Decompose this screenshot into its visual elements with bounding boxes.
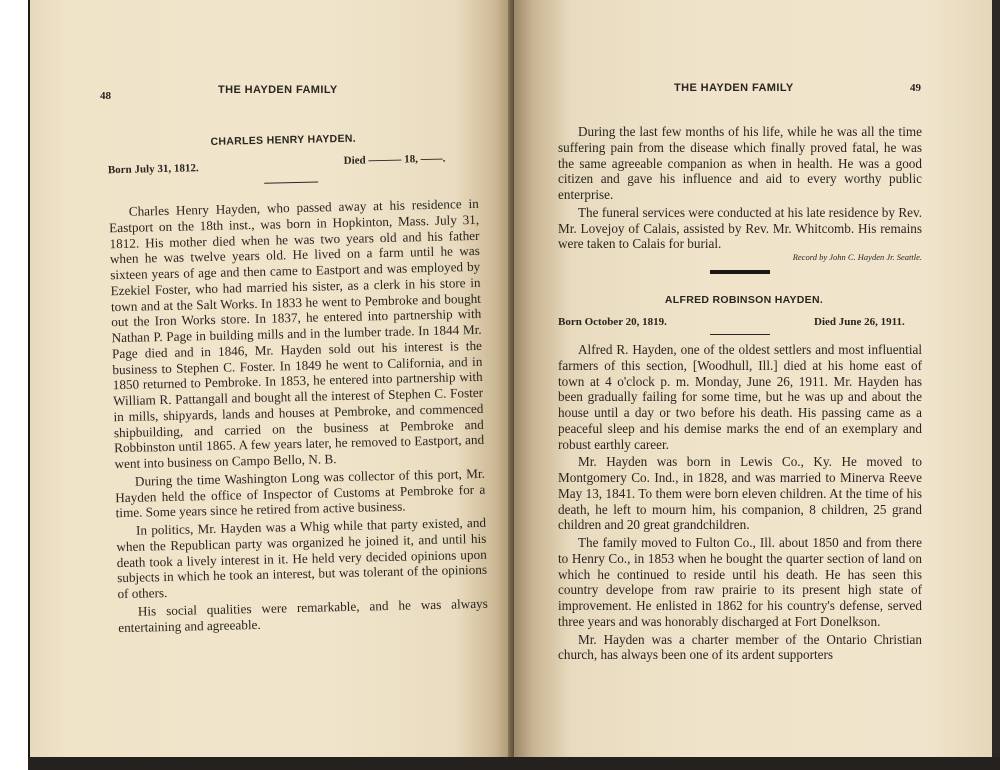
left-paragraph: His social qualities were remarkable, and he was always entertaining and agreeable. bbox=[118, 595, 488, 635]
right-born-date: Born October 20, 1819. bbox=[558, 316, 667, 328]
right-paragraph: The family moved to Fulton Co., Ill. about 1850 and from there to Henry Co., in 1853 when he bought the quarter section of land on which he continued to reside until his death. He has seen this country develope from raw prairie to its present high state of improvement. He enlisted in 1862 for his country's defense, served three years and was honorably discharged at Fort Donelkson. bbox=[558, 535, 922, 629]
right-paragraph: During the last few months of his life, while he was all the time suffering pain from the disease which finally proved fatal, he was the same agreeable companion as when in health. He was a good citizen and gave his influence and aid to every worthy public enterprise. bbox=[558, 124, 922, 202]
right-heading: ALFRED ROBINSON HAYDEN. bbox=[664, 294, 824, 306]
right-body-text bbox=[558, 342, 922, 663]
left-paragraph: During the time Washington Long was collector of this port, Mr. Hayden held the office of Inspector of Customs at Pembroke for a time. Some years since he retired from active business. bbox=[115, 465, 486, 521]
right-divider-rule bbox=[710, 334, 770, 335]
book-right-edge bbox=[992, 0, 1000, 770]
record-note: Record by John C. Hayden Jr. Seattle. bbox=[792, 252, 922, 262]
left-page-number: 48 bbox=[100, 90, 111, 102]
left-body-text bbox=[109, 196, 489, 636]
left-divider-rule bbox=[264, 182, 318, 184]
right-top-text bbox=[558, 124, 922, 252]
right-died-date: Died June 26, 1911. bbox=[814, 316, 905, 328]
left-text-block bbox=[30, 0, 514, 770]
book-bottom-edge bbox=[28, 757, 1000, 770]
left-died-date: Died ——— 18, ——. bbox=[343, 152, 446, 167]
left-heading: CHARLES HENRY HAYDEN. bbox=[210, 132, 357, 148]
section-separator-bar bbox=[710, 270, 770, 274]
right-running-head: THE HAYDEN FAMILY bbox=[674, 82, 794, 94]
left-running-head: THE HAYDEN FAMILY bbox=[218, 84, 338, 96]
right-paragraph: Mr. Hayden was born in Lewis Co., Ky. He moved to Montgomery Co. Ind., in 1828, and was married to Minerva Reeve May 13, 1841. To them were born eleven children. At the time of his death, he left to mourn him, his companion, 8 children, 25 grand children and 20 great grandchildren. bbox=[558, 454, 922, 533]
left-paragraph: In politics, Mr. Hayden was a Whig while that party existed, and when the Republican party was organized he joined it, and until his death took a lively interest in it. He held very decided opinions upon subjects in which he took an interest, but was tolerant of the opinions of others. bbox=[116, 514, 488, 602]
right-page bbox=[514, 0, 996, 770]
left-paragraph: Charles Henry Hayden, who passed away at his residence in Eastport on the 18th inst., was born in Hopkinton, Mass. July 31, 1812. His mother died when he was two years old and his father when he was twelve years old. He lived on a farm until he was sixteen years of age and then came to Eastport and was employed by Ezekiel Foster, who had married his sister, as a clerk in his store in town and at the Salt Works. In 1833 he went to Pembroke and bought out the Iron Works store. In 1837, he entered into partnership with Nathan P. Page in building mills and in the lumber trade. In 1844 Mr. Page died and in 1846, Mr. Hayden sold out his interest is the business to Stephen C. Foster. In 1849 he went to California, and in 1850 returned to Pembroke. In 1853, he entered into partnership with William R. Pattangall and bought all the interest of Stephen C. Foster in mills, shipyards, lands and houses at Pembroke, and commenced shipbuilding, and carried on the business at Pembroke and Robbinston until 1865. A few years later, he removed to Eastport, and went into business on Campo Bello, N. B. bbox=[109, 195, 485, 472]
right-paragraph: Alfred R. Hayden, one of the oldest settlers and most influential farmers of this section, [Woodhull, Ill.] died at his home east of town at 4 o'clock p. m. Monday, June 26, 1911. Mr. Hayden has been gradually failing for some time, but he was up and about the house until a day or two before his death. His passing came as a peaceful sleep and his demise marks the end of an exemplary and robust earthly career. bbox=[558, 342, 922, 452]
right-paragraph: Mr. Hayden was a charter member of the Ontario Christian church, has always been one of its ardent supporters bbox=[558, 631, 922, 663]
left-born-date: Born July 31, 1812. bbox=[107, 162, 199, 177]
right-paragraph: The funeral services were conducted at his late residence by Rev. Mr. Lovejoy of Calais, assisted by Rev. Mr. Whitcomb. His remains were taken to Calais for burial. bbox=[558, 204, 922, 252]
right-page-number: 49 bbox=[910, 82, 921, 94]
left-page bbox=[30, 0, 514, 770]
